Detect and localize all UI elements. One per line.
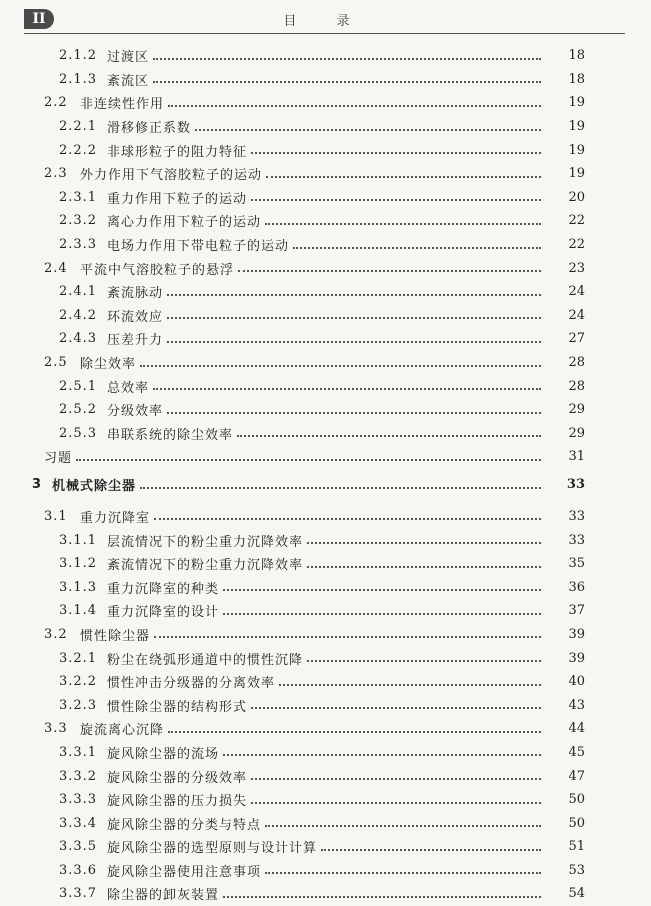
toc-page-number: 29 bbox=[568, 402, 585, 418]
toc-page-number: 19 bbox=[568, 119, 585, 135]
toc-page-number: 23 bbox=[568, 260, 585, 276]
toc-entry-number: 3.3.2 bbox=[59, 768, 98, 784]
toc-page-number: 39 bbox=[568, 626, 585, 642]
toc-entry-title: 层流情况下的粉尘重力沉降效率 bbox=[107, 534, 304, 550]
toc-subsection-entry[interactable] bbox=[0, 68, 651, 92]
toc-leader-dots bbox=[251, 707, 541, 709]
toc-entry-title: 分级效率 bbox=[107, 404, 164, 420]
toc-subsection-entry[interactable] bbox=[0, 552, 651, 576]
toc-subsection-entry[interactable] bbox=[0, 811, 651, 835]
toc-leader-dots bbox=[154, 518, 541, 520]
toc-entry-number: 2.2.1 bbox=[59, 119, 98, 135]
toc-entry-title: 惯性除尘器的结构形式 bbox=[107, 699, 248, 715]
toc-entry-title: 外力作用下气溶胶粒子的运动 bbox=[80, 168, 263, 184]
toc-entry-title: 压差升力 bbox=[107, 333, 164, 349]
toc-page-number: 50 bbox=[568, 815, 585, 831]
toc-subsection-entry[interactable] bbox=[0, 398, 651, 422]
toc-leader-dots bbox=[223, 896, 541, 898]
toc-page-number: 45 bbox=[568, 744, 585, 760]
toc-section-entry[interactable] bbox=[0, 623, 651, 647]
toc-page-number: 33 bbox=[568, 508, 585, 524]
toc-leader-dots bbox=[167, 341, 541, 343]
toc-entry-number: 3.3.6 bbox=[59, 862, 98, 878]
toc-entry-title: 总效率 bbox=[107, 380, 150, 396]
toc-entry-number: 2.3.1 bbox=[59, 189, 98, 205]
toc-page-number: 19 bbox=[568, 95, 585, 111]
toc-entry-number: 2.4.1 bbox=[59, 284, 98, 300]
toc-leader-dots bbox=[251, 152, 541, 154]
toc-page-number: 19 bbox=[568, 142, 585, 158]
toc-entry-number: 2.2 bbox=[44, 95, 68, 111]
toc-page-number: 47 bbox=[568, 768, 585, 784]
toc-entry-title: 旋风除尘器的分类与特点 bbox=[107, 817, 262, 833]
toc-section-entry[interactable] bbox=[0, 717, 651, 741]
toc-subsection-entry[interactable] bbox=[0, 670, 651, 694]
toc-leader-dots bbox=[265, 223, 541, 225]
toc-page-number: 51 bbox=[568, 839, 585, 855]
toc-entry-title: 电场力作用下带电粒子的运动 bbox=[107, 239, 290, 255]
page-header bbox=[0, 0, 651, 34]
toc-leader-dots bbox=[251, 802, 541, 804]
toc-page-number: 39 bbox=[568, 650, 585, 666]
toc-entry-title: 滑移修正系数 bbox=[107, 121, 192, 137]
toc-leader-dots bbox=[237, 435, 541, 437]
toc-leader-dots bbox=[153, 58, 541, 60]
toc-subsection-entry[interactable] bbox=[0, 233, 651, 257]
toc-entry-title: 旋风除尘器的压力损失 bbox=[107, 794, 248, 810]
toc-page-number: 29 bbox=[568, 425, 585, 441]
toc-subsection-entry[interactable] bbox=[0, 599, 651, 623]
toc-entry-number: 3 bbox=[32, 477, 43, 493]
toc-leader-dots bbox=[140, 487, 541, 489]
toc-subsection-entry[interactable] bbox=[0, 859, 651, 883]
toc-entry-number: 3.3.5 bbox=[59, 839, 98, 855]
toc-leader-dots bbox=[76, 459, 541, 461]
toc-page-number: 24 bbox=[568, 284, 585, 300]
toc-leader-dots bbox=[167, 412, 541, 414]
toc-entry-number: 2.4.3 bbox=[59, 331, 98, 347]
toc-entry-number: 3.1.4 bbox=[59, 603, 98, 619]
toc-entry-title: 紊流区 bbox=[107, 73, 150, 89]
toc-leader-dots bbox=[251, 778, 541, 780]
toc-subsection-entry[interactable] bbox=[0, 422, 651, 446]
toc-subsection-entry[interactable] bbox=[0, 209, 651, 233]
toc-subsection-entry[interactable] bbox=[0, 115, 651, 139]
toc-entry-title: 重力沉降室 bbox=[80, 510, 151, 526]
toc-entry-number: 2.5.3 bbox=[59, 425, 98, 441]
toc-section-entry[interactable] bbox=[0, 445, 651, 469]
toc-subsection-entry[interactable] bbox=[0, 693, 651, 717]
toc-entry-number: 3.1.3 bbox=[59, 579, 98, 595]
toc-page-number: 19 bbox=[568, 166, 585, 182]
toc-leader-dots bbox=[266, 176, 541, 178]
toc-leader-dots bbox=[251, 199, 541, 201]
toc-page-number: 28 bbox=[568, 378, 585, 394]
toc-page-number: 44 bbox=[568, 721, 585, 737]
toc-page-number: 33 bbox=[568, 532, 585, 548]
toc-entry-number: 2.1.3 bbox=[59, 71, 98, 87]
toc-page-number: 27 bbox=[568, 331, 585, 347]
toc-entry-number: 3.3 bbox=[44, 721, 68, 737]
toc-leader-dots bbox=[321, 849, 541, 851]
toc-entry-number: 3.1.1 bbox=[59, 532, 98, 548]
toc-entry-title: 惯性除尘器 bbox=[80, 628, 151, 644]
toc-entry-title: 旋风除尘器的选型原则与设计计算 bbox=[107, 841, 318, 857]
toc-entry-number: 3.2.1 bbox=[59, 650, 98, 666]
toc-entry-title: 旋风除尘器的分级效率 bbox=[107, 770, 248, 786]
toc-leader-dots bbox=[153, 388, 541, 390]
toc-entry-number: 3.3.1 bbox=[59, 744, 98, 760]
toc-leader-dots bbox=[307, 542, 541, 544]
toc-entry-title: 粉尘在绕弧形通道中的惯性沉降 bbox=[107, 652, 304, 668]
toc-page-number: 35 bbox=[568, 556, 585, 572]
toc-leader-dots bbox=[154, 636, 541, 638]
toc-entry-number: 2.5.2 bbox=[59, 402, 98, 418]
toc-leader-dots bbox=[223, 613, 541, 615]
toc-page-number: 37 bbox=[568, 603, 585, 619]
toc-leader-dots bbox=[265, 825, 541, 827]
toc-subsection-entry[interactable] bbox=[0, 741, 651, 765]
toc-entry-number: 3.2.3 bbox=[59, 697, 98, 713]
toc-entry-number: 3.1 bbox=[44, 508, 68, 524]
toc-entry-number: 2.4 bbox=[44, 260, 68, 276]
toc-entry-title: 旋流离心沉降 bbox=[80, 723, 165, 739]
toc-subsection-entry[interactable] bbox=[0, 138, 651, 162]
toc-entry-number: 3.2.2 bbox=[59, 674, 98, 690]
toc-entry-number: 2.1.2 bbox=[59, 48, 98, 64]
toc-page-number: 54 bbox=[568, 886, 585, 902]
toc-section-entry[interactable] bbox=[0, 505, 651, 529]
toc-subsection-entry[interactable] bbox=[0, 528, 651, 552]
table-of-contents bbox=[0, 44, 651, 906]
toc-page-number: 22 bbox=[568, 237, 585, 253]
toc-leader-dots bbox=[279, 684, 541, 686]
toc-entry-number: 3.3.7 bbox=[59, 886, 98, 902]
toc-page-number: 20 bbox=[568, 189, 585, 205]
toc-entry-title: 重力作用下粒子的运动 bbox=[107, 191, 248, 207]
toc-entry-title: 串联系统的除尘效率 bbox=[107, 427, 234, 443]
toc-page-number: 40 bbox=[568, 674, 585, 690]
toc-page-number: 22 bbox=[568, 213, 585, 229]
toc-leader-dots bbox=[223, 754, 541, 756]
toc-entry-title: 除尘效率 bbox=[80, 357, 137, 373]
toc-subsection-entry[interactable] bbox=[0, 882, 651, 906]
page-number-badge: II bbox=[24, 9, 54, 29]
toc-entry-title: 紊流脉动 bbox=[107, 286, 164, 302]
toc-leader-dots bbox=[238, 270, 541, 272]
toc-leader-dots bbox=[168, 731, 541, 733]
toc-entry-title: 平流中气溶胶粒子的悬浮 bbox=[80, 262, 235, 278]
toc-leader-dots bbox=[307, 660, 541, 662]
toc-page-number: 31 bbox=[568, 449, 585, 465]
toc-section-entry[interactable] bbox=[0, 162, 651, 186]
toc-subsection-entry[interactable] bbox=[0, 788, 651, 812]
toc-entry-title: 习题 bbox=[44, 451, 73, 467]
toc-entry-number: 2.4.2 bbox=[59, 307, 98, 323]
toc-leader-dots bbox=[167, 294, 541, 296]
toc-entry-title: 惯性冲击分级器的分离效率 bbox=[107, 676, 276, 692]
toc-entry-title: 旋风除尘器的流场 bbox=[107, 746, 220, 762]
toc-page-number: 18 bbox=[568, 71, 585, 87]
running-title: 目 录 bbox=[283, 14, 368, 29]
toc-leader-dots bbox=[168, 105, 541, 107]
toc-subsection-entry[interactable] bbox=[0, 764, 651, 788]
toc-entry-title: 重力沉降室的设计 bbox=[107, 605, 220, 621]
toc-page-number: 28 bbox=[568, 355, 585, 371]
header-rule bbox=[24, 33, 625, 34]
toc-entry-number: 3.3.3 bbox=[59, 792, 98, 808]
toc-page-number: 18 bbox=[568, 48, 585, 64]
toc-leader-dots bbox=[293, 247, 541, 249]
toc-page-number: 50 bbox=[568, 792, 585, 808]
toc-entry-number: 2.5.1 bbox=[59, 378, 98, 394]
toc-entry-title: 除尘器的卸灰装置 bbox=[107, 888, 220, 904]
toc-entry-title: 非连续性作用 bbox=[80, 97, 165, 113]
toc-subsection-entry[interactable] bbox=[0, 575, 651, 599]
toc-subsection-entry[interactable] bbox=[0, 327, 651, 351]
toc-page-number: 33 bbox=[566, 477, 585, 493]
toc-entry-title: 非球形粒子的阻力特征 bbox=[107, 144, 248, 160]
toc-section-entry[interactable] bbox=[0, 256, 651, 280]
toc-subsection-entry[interactable] bbox=[0, 186, 651, 210]
toc-chapter-entry[interactable] bbox=[0, 473, 651, 497]
toc-entry-number: 2.3.2 bbox=[59, 213, 98, 229]
toc-entry-number: 2.2.2 bbox=[59, 142, 98, 158]
toc-section-entry[interactable] bbox=[0, 351, 651, 375]
toc-subsection-entry[interactable] bbox=[0, 835, 651, 859]
toc-leader-dots bbox=[223, 589, 541, 591]
toc-page-number: 53 bbox=[568, 862, 585, 878]
toc-page-number: 43 bbox=[568, 697, 585, 713]
toc-subsection-entry[interactable] bbox=[0, 646, 651, 670]
toc-entry-title: 机械式除尘器 bbox=[52, 479, 137, 495]
toc-leader-dots bbox=[195, 129, 541, 131]
toc-page-number: 24 bbox=[568, 307, 585, 323]
toc-leader-dots bbox=[307, 566, 541, 568]
toc-entry-number: 2.3.3 bbox=[59, 237, 98, 253]
toc-subsection-entry[interactable] bbox=[0, 304, 651, 328]
toc-entry-number: 3.3.4 bbox=[59, 815, 98, 831]
toc-section-entry[interactable] bbox=[0, 91, 651, 115]
toc-entry-number: 2.3 bbox=[44, 166, 68, 182]
toc-subsection-entry[interactable] bbox=[0, 44, 651, 68]
toc-entry-number: 3.1.2 bbox=[59, 556, 98, 572]
toc-entry-number: 3.2 bbox=[44, 626, 68, 642]
toc-entry-title: 过渡区 bbox=[107, 50, 150, 66]
toc-entry-number: 2.5 bbox=[44, 355, 68, 371]
toc-leader-dots bbox=[167, 317, 541, 319]
toc-page-number: 36 bbox=[568, 579, 585, 595]
toc-entry-title: 环流效应 bbox=[107, 309, 164, 325]
toc-leader-dots bbox=[265, 872, 541, 874]
toc-subsection-entry[interactable] bbox=[0, 374, 651, 398]
toc-entry-title: 离心力作用下粒子的运动 bbox=[107, 215, 262, 231]
toc-entry-title: 紊流情况下的粉尘重力沉降效率 bbox=[107, 558, 304, 574]
toc-entry-title: 旋风除尘器使用注意事项 bbox=[107, 864, 262, 880]
toc-subsection-entry[interactable] bbox=[0, 280, 651, 304]
toc-leader-dots bbox=[140, 365, 541, 367]
toc-leader-dots bbox=[153, 81, 541, 83]
toc-entry-title: 重力沉降室的种类 bbox=[107, 581, 220, 597]
